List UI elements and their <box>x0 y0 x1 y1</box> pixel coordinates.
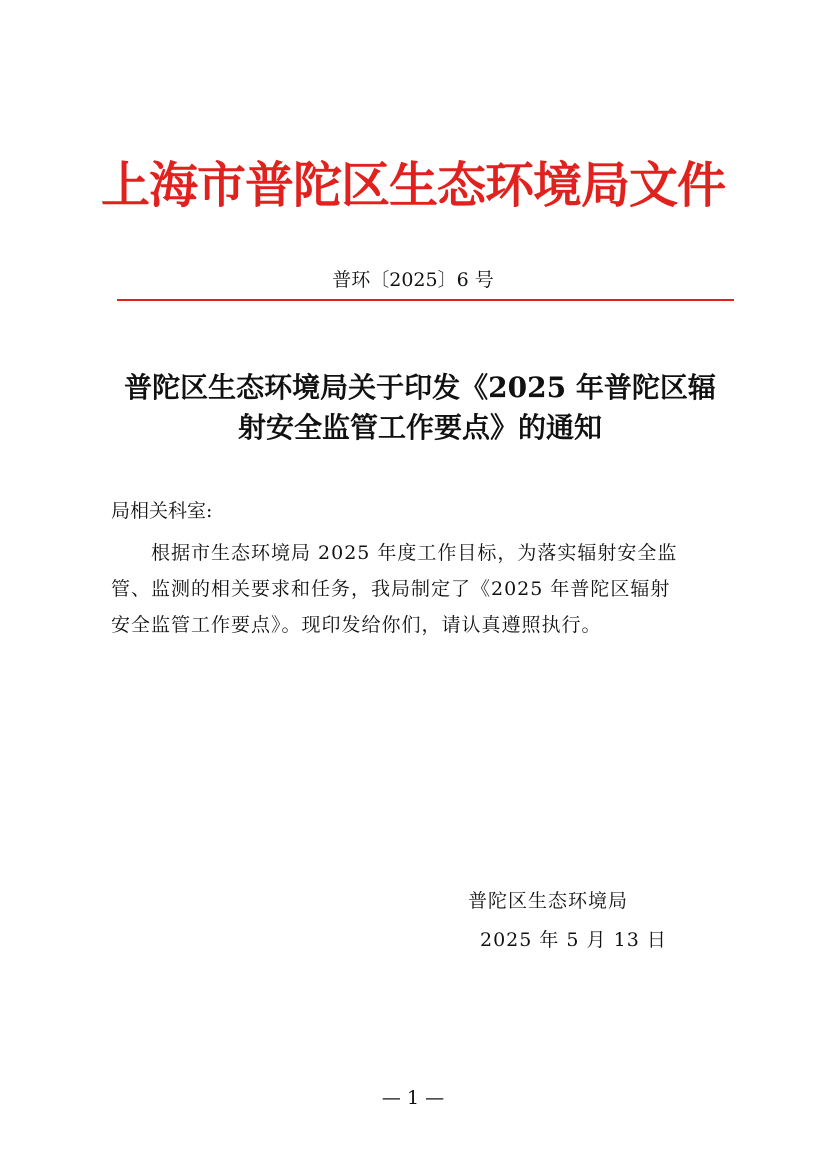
page-number: — 1 — <box>381 1087 445 1109</box>
notice-title-line-1: 普陀区生态环境局关于印发《2025 年普陀区辐 <box>124 371 716 404</box>
salutation: 局相关科室: <box>111 500 213 522</box>
body-line-3: 安全监管工作要点》。现印发给你们，请认真遵照执行。 <box>111 614 602 636</box>
body-line-2: 管、监测的相关要求和任务，我局制定了《2025 年普陀区辐射 <box>111 578 671 600</box>
signature-organization: 普陀区生态环境局 <box>468 890 629 912</box>
masthead-title: 上海市普陀区生态环境局文件 <box>100 156 725 214</box>
body-paragraph <box>111 535 731 643</box>
notice-title-line-2: 射安全监管工作要点》的通知 <box>237 411 602 444</box>
red-separator-line <box>117 299 734 301</box>
body-line-1: 根据市生态环境局 2025 年度工作目标，为落实辐射安全监 <box>151 542 678 564</box>
document-number: 普环〔2025〕6 号 <box>332 269 494 291</box>
signature-date: 2025 年 5 月 13 日 <box>480 929 667 951</box>
notice-title <box>100 368 740 448</box>
